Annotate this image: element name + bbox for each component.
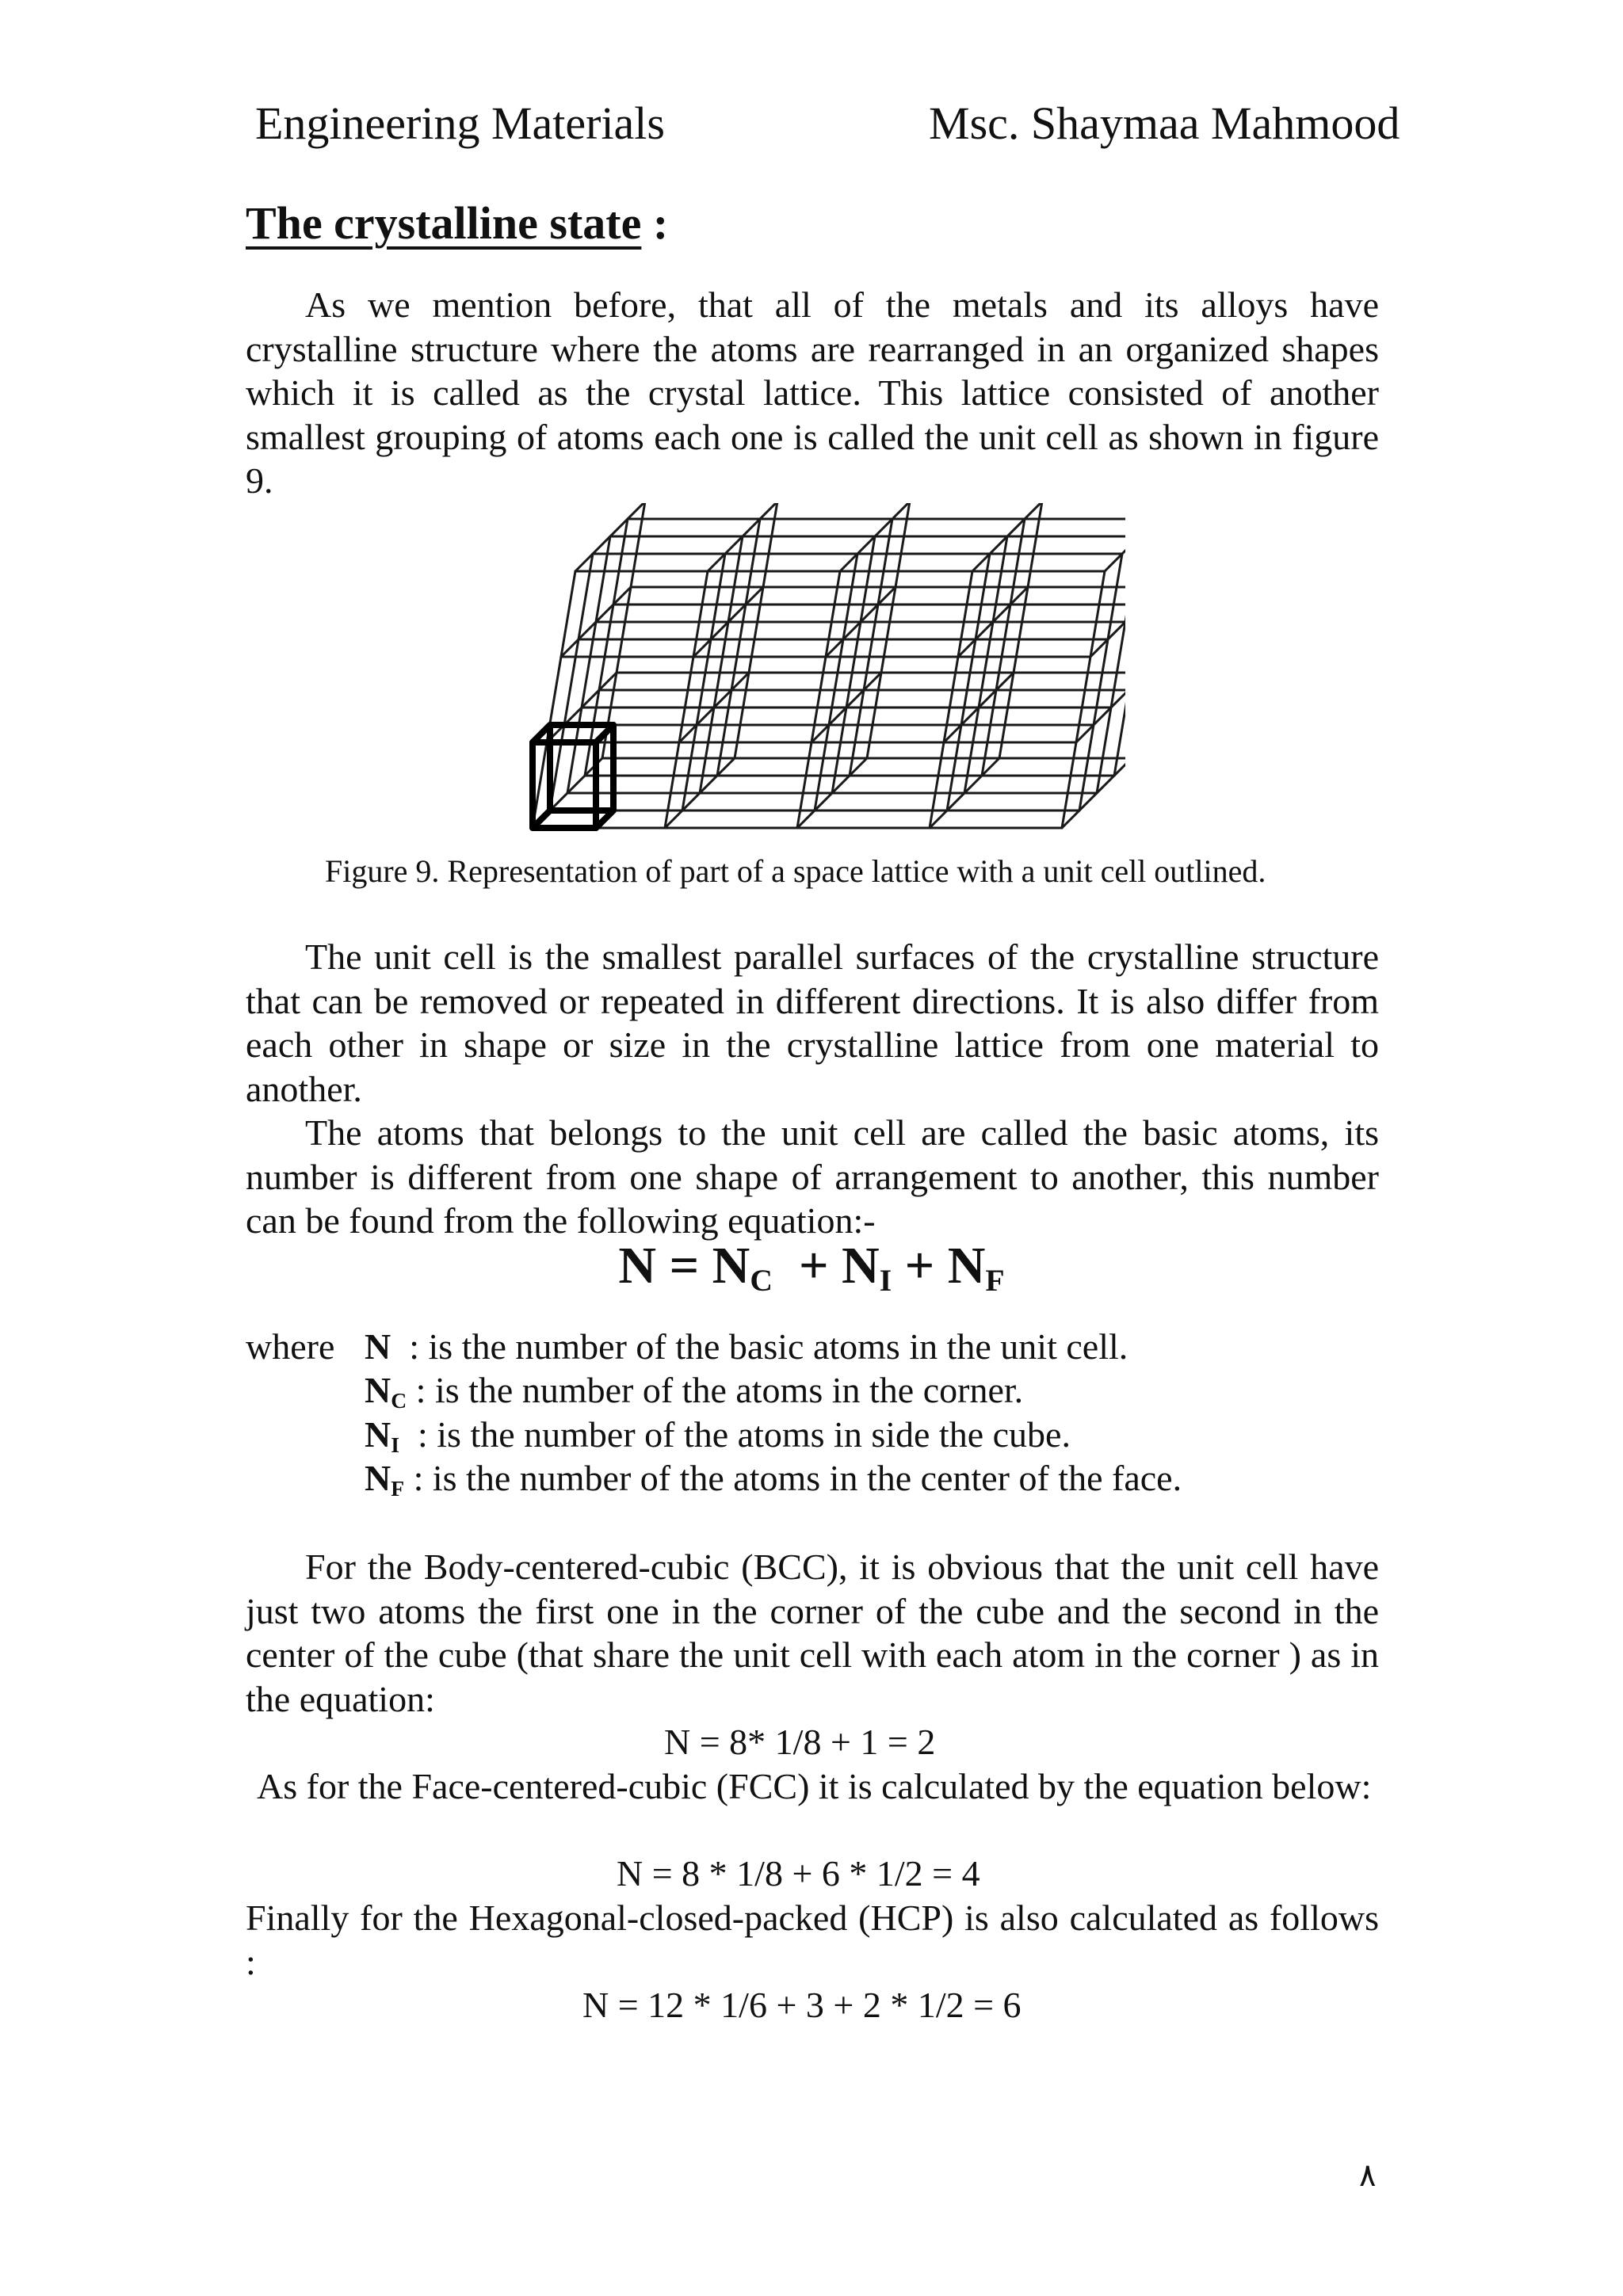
bcc-equation: N = 8* 1/8 + 1 = 2 — [664, 1722, 936, 1762]
eq-plus-1: + — [772, 1237, 842, 1295]
eq-plus-2: + — [892, 1237, 948, 1295]
unit-cell-text: The unit cell is the smallest parallel surfaces of the crystalline structure that can be removed or repeated in different directions. It is also differ from each other in shape or size in the crystalline lattice from one material to another. — [246, 936, 1379, 1109]
definition-Nc — [365, 1369, 1023, 1413]
bcc-paragraph — [246, 1545, 1379, 1721]
definition-N — [365, 1325, 1128, 1370]
page-number: ٨ — [1359, 2157, 1377, 2193]
eq-Ni: N — [842, 1237, 880, 1295]
hcp-equation: N = 12 * 1/6 + 3 + 2 * 1/2 = 6 — [582, 1985, 1022, 2025]
unit-cell-paragraph — [246, 935, 1379, 1243]
figure-caption: Figure 9. Representation of part of a space lattice with a unit cell outlined. — [325, 853, 1266, 889]
def-symbol: N — [365, 1370, 391, 1410]
fcc-text: As for the Face-centered-cubic (FCC) it is calculated by the equation below: — [257, 1766, 1372, 1806]
def-symbol: N — [365, 1414, 391, 1455]
eq-Nf: N — [947, 1237, 986, 1295]
definition-Nf — [365, 1457, 1182, 1501]
def-symbol-sub: I — [391, 1432, 399, 1457]
eq-equals: = — [656, 1237, 712, 1295]
eq-N: N — [618, 1237, 657, 1295]
section-title — [246, 196, 668, 250]
def-symbol: N — [365, 1458, 391, 1498]
fcc-equation: N = 8 * 1/8 + 6 * 1/2 = 4 — [617, 1853, 980, 1894]
section-title-suffix: : — [641, 197, 669, 249]
def-text: : is the number of the atoms in the corner. — [407, 1370, 1024, 1410]
def-symbol-sub: C — [391, 1387, 407, 1413]
def-text: : is the number of the atoms in the center of the face. — [404, 1458, 1182, 1498]
def-symbol-sub: F — [391, 1475, 405, 1501]
eq-Nc-sub: C — [750, 1262, 773, 1298]
hcp-paragraph — [246, 1896, 1379, 1984]
lattice-grid — [533, 503, 1125, 828]
def-symbol: N — [365, 1326, 391, 1367]
bcc-text: For the Body-centered-cubic (BCC), it is obvious that the unit cell have just two atoms the first one in the corner of the cube and the second in the center of the cube (that share the unit cell with each atom in the corner ) as in the equation: — [246, 1547, 1379, 1719]
main-equation — [0, 1236, 1623, 1299]
eq-Nf-sub: F — [985, 1262, 1005, 1298]
section-title-text: The crystalline state — [246, 197, 642, 249]
eq-Ni-sub: I — [879, 1262, 892, 1298]
header-author: Msc. Shaymaa Mahmood — [929, 97, 1400, 149]
fcc-paragraph — [246, 1764, 1379, 1809]
eq-Nc: N — [712, 1237, 750, 1295]
intro-text: As we mention before, that all of the metals and its alloys have crystalline structure where the atoms are rearranged in an organized shapes which it is called as the crystal lattice. This lattice consisted of another smallest grouping of atoms each one is called the unit cell as shown in figure 9. — [246, 284, 1379, 501]
hcp-text: Finally for the Hexagonal-closed-packed (HCP) is also calculated as follows : — [246, 1897, 1379, 1982]
lattice-line — [1097, 536, 1125, 793]
space-lattice-figure — [515, 503, 1125, 840]
intro-paragraph — [246, 283, 1379, 503]
def-text: : is the number of the atoms in side the cube. — [399, 1414, 1071, 1455]
definition-Ni — [365, 1413, 1071, 1458]
header-course-title: Engineering Materials — [255, 97, 665, 149]
basic-atoms-text: The atoms that belongs to the unit cell are called the basic atoms, its number is different from one shape of arrangement to another, this number can be found from the following equation:- — [246, 1112, 1379, 1241]
definitions-where: where — [246, 1326, 335, 1367]
def-text: : is the number of the basic atoms in the unit cell. — [391, 1326, 1128, 1367]
